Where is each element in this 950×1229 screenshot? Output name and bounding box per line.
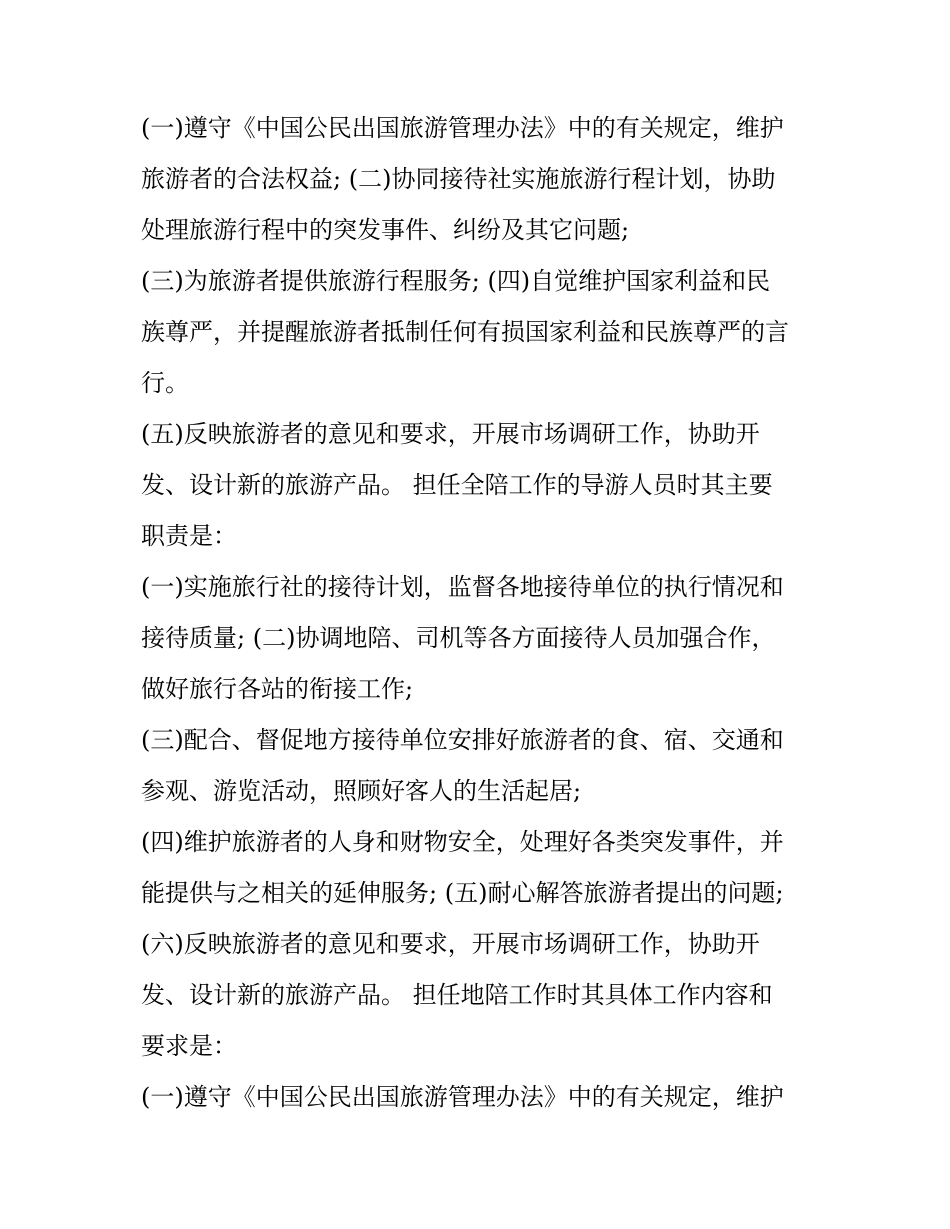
text-line: (五)反映旅游者的意见和要求，开展市场调研工作，协助开: [141, 420, 760, 448]
text-line: 参观、游览活动，照顾好客人的生活起居;: [141, 777, 582, 805]
text-line: 接待质量; (二)协调地陪、司机等各方面接待人员加强合作，: [141, 624, 776, 652]
text-line: (一)遵守《中国公民出国旅游管理办法》中的有关规定，维护: [141, 114, 784, 142]
text-line: 职责是：: [141, 522, 237, 550]
text-line: 旅游者的合法权益; (二)协同接待社实施旅游行程计划，协助: [141, 165, 776, 193]
text-line: 做好旅行各站的衔接工作;: [141, 675, 414, 703]
text-line: (三)配合、督促地方接待单位安排好旅游者的食、宿、交通和: [141, 726, 784, 754]
text-line: (四)维护旅游者的人身和财物安全，处理好各类突发事件，并: [141, 828, 784, 856]
text-line: (三)为旅游者提供旅游行程服务; (四)自觉维护国家利益和民: [141, 267, 771, 295]
text-line: 要求是：: [141, 1032, 237, 1060]
text-line: (六)反映旅游者的意见和要求，开展市场调研工作，协助开: [141, 930, 760, 958]
text-line: (一)实施旅行社的接待计划，监督各地接待单位的执行情况和: [141, 573, 784, 601]
text-line: 行。: [141, 369, 189, 397]
document-body: [141, 103, 821, 1123]
text-line: 发、设计新的旅游产品。 担任全陪工作的导游人员时其主要: [141, 471, 773, 499]
text-line: (一)遵守《中国公民出国旅游管理办法》中的有关规定，维护: [141, 1083, 784, 1111]
text-line: 能提供与之相关的延伸服务; (五)耐心解答旅游者提出的问题;: [141, 879, 784, 907]
text-line: 族尊严，并提醒旅游者抵制任何有损国家利益和民族尊严的言: [141, 318, 789, 346]
text-line: 处理旅游行程中的突发事件、纠纷及其它问题;: [141, 216, 630, 244]
text-line: 发、设计新的旅游产品。 担任地陪工作时其具体工作内容和: [141, 981, 773, 1009]
